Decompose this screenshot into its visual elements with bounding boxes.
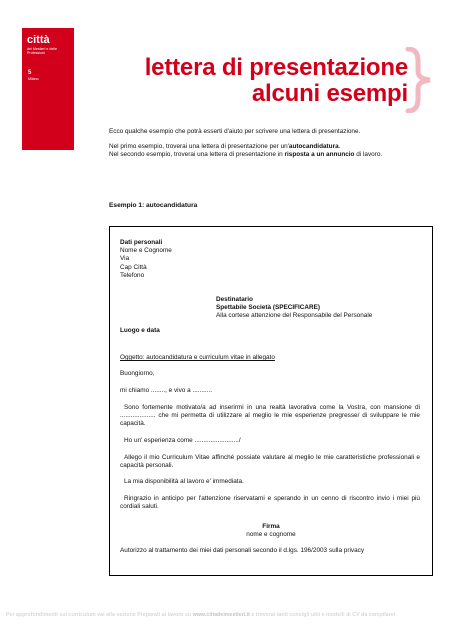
example-title: Esempio 1: autocandidatura (109, 202, 198, 209)
place-date: Luogo e data (120, 327, 160, 334)
intro-text (109, 128, 429, 166)
logo-small-text: Milano (28, 77, 39, 81)
personal-phone: Telefono (120, 271, 145, 279)
letter-subject: Oggetto: autocandidatura e curriculum vitae in allegato (120, 354, 275, 361)
page-title-line2: alcuni esempi (251, 80, 408, 107)
signature-title: Firma (262, 523, 280, 530)
recipient-title: Destinatario (216, 296, 253, 303)
letter-paragraph-2: Ho un' esperienza come ........................./ (124, 437, 241, 444)
letter-example (109, 226, 433, 576)
logo-subtitle: dei Mestieri e delle Professioni (27, 47, 57, 56)
page-title-line1: lettera di presentazione (144, 54, 408, 81)
privacy-consent: Autorizzo al trattamento dei miei dati personali secondo il d.lgs. 196/2003 sulla privacy (120, 547, 365, 554)
footer-link[interactable]: www.cittadeimestieri.it (192, 612, 250, 618)
personal-street: Via (120, 255, 130, 263)
logo-number: 5 (28, 70, 32, 76)
letter-paragraph-5: Ringrazio in anticipo per l'attenzione riservatami e sperando in un cenno di riscontro invio i miei più cordiali saluti. (120, 495, 420, 511)
recipient-attention: Alla cortese attenzione del Responsabile del Personale (216, 312, 373, 320)
letter-greeting: Buongiorno, (120, 370, 155, 377)
brace-decoration (404, 47, 436, 113)
letter-paragraph-3: Allego il mio Curriculum Vitae affinché possiate valutare al meglio le mie caratteristiche professionali e capacità personali. (120, 454, 420, 470)
recipient (216, 296, 372, 321)
personal-city: Cap Città (120, 263, 147, 271)
signature (110, 523, 432, 539)
logo (22, 28, 74, 150)
footer-note: Per approfondimenti sul curriculum vai alla sezione Preparati al lavoro su www.cittadeimestieri.it e troverai tanti consigli utili e modelli di CV da compilare! (6, 612, 396, 618)
signature-name: nome e cognome (246, 531, 296, 539)
recipient-company: Spettabile Società (SPECIFICARE) (216, 304, 321, 312)
intro-paragraph-1: Ecco qualche esempio che potrà esserti d'aiuto per scrivere una lettera di presentazione. (109, 128, 361, 135)
intro-paragraph-2: Nel primo esempio, troverai una lettera di presentazione per un'autocandidatura. Nel secondo esempio, troverai una lettera di presentazione in risposta a un annuncio di lavoro. (109, 142, 383, 159)
letter-paragraph-4: La mia disponibilità al lavoro e' immediata. (124, 478, 244, 485)
letter-paragraph-1: Sono fortemente motivato/a ad inserirmi in una realtà lavorativa come la Vostra, con mansione di .................... che mi permetta di utilizzare al meglio le mie esperienze pregresse/ di sviluppare le mie capacità. (120, 404, 420, 428)
letter-intro-line: mi chiamo ........, e vivo a ........... (120, 387, 212, 394)
personal-data (120, 239, 172, 280)
personal-name: Nome e Cognome (120, 247, 172, 255)
logo-title: città (27, 34, 50, 46)
personal-data-title: Dati personali (120, 239, 163, 246)
